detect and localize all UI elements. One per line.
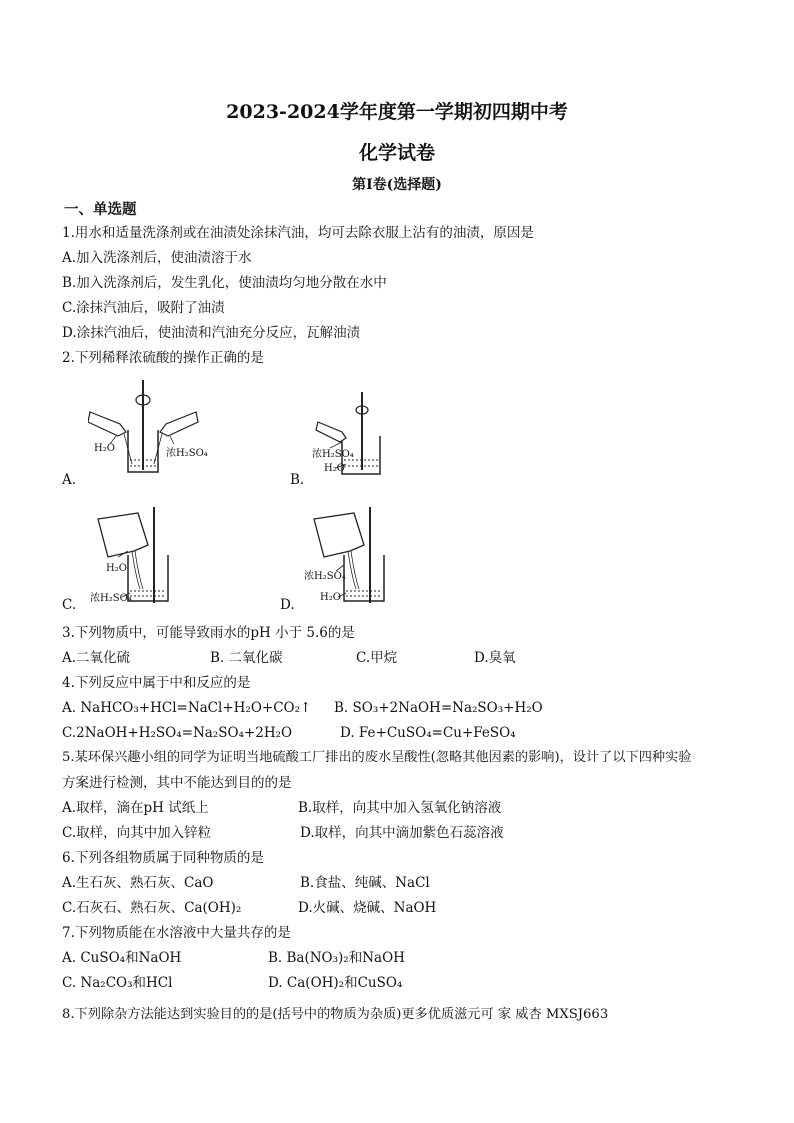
q2-label-a: A. xyxy=(62,472,77,488)
water-label-b: H₂O xyxy=(324,463,345,474)
q6-stem: 6.下列各组物质属于同种物质的是 xyxy=(62,850,264,866)
subject-title: 化学试卷 xyxy=(358,142,435,164)
exam-title: 2023-2024学年度第一学期初四期中考 xyxy=(226,101,568,123)
acid-label: 浓H₂SO₄ xyxy=(166,448,208,459)
q1-option-c: C.涂抹汽油后，吸附了油渍 xyxy=(62,300,225,316)
figure-c xyxy=(88,505,178,605)
water-label-d: H₂O xyxy=(320,592,341,603)
q1-stem: 1.用水和适量洗涤剂或在油渍处涂抹汽油，均可去除衣服上沾有的油渍，原因是 xyxy=(62,225,534,241)
figure-a xyxy=(88,378,218,478)
q4-option-c: C.2NaOH+H₂SO₄=Na₂SO₄+2H₂O xyxy=(62,725,293,741)
q5-option-c: C.取样，向其中加入锌粒 xyxy=(62,825,212,841)
q3-stem: 3.下列物质中，可能导致雨水的pH 小于 5.6的是 xyxy=(62,625,355,641)
q5-option-b: B.取样，向其中加入氢氧化钠溶液 xyxy=(298,800,502,816)
water-label: H₂O xyxy=(94,443,115,454)
q3-option-a: A.二氧化硫 xyxy=(62,650,131,666)
q6-option-b: B.食盐、纯碱、NaCl xyxy=(300,875,430,891)
q6-option-d: D.火碱、烧碱、NaOH xyxy=(298,900,437,916)
q4-option-a: A. NaHCO₃+HCl=NaCl+H₂O+CO₂↑ xyxy=(62,700,312,716)
q7-option-c: C. Na₂CO₃和HCl xyxy=(62,975,173,991)
acid-label-b: 浓H₂SO₄ xyxy=(312,449,354,460)
q8-stem: 8.下列除杂方法能达到实验目的的是(括号中的物质为杂质)更多优质滋元可 家 威杏 MXSJ663 xyxy=(62,1007,609,1022)
q6-option-a: A.生石灰、熟石灰、CaO xyxy=(62,875,214,891)
q1-option-d: D.涂抹汽油后，使油渍和汽油充分反应，瓦解油渍 xyxy=(62,325,361,341)
water-label-c: H₂O xyxy=(106,563,127,574)
q2-stem: 2.下列稀释浓硫酸的操作正确的是 xyxy=(62,350,264,366)
q4-stem: 4.下列反应中属于中和反应的是 xyxy=(62,675,251,691)
q5-stem-line2: 方案进行检测，其中不能达到目的的是 xyxy=(62,775,292,791)
figure-b xyxy=(312,390,392,480)
q7-stem: 7.下列物质能在水溶液中大量共存的是 xyxy=(62,925,291,941)
q5-option-d: D.取样，向其中滴加紫色石蕊溶液 xyxy=(300,825,504,841)
q5-stem-line1: 5.某环保兴趣小组的同学为证明当地硫酸工厂排出的废水呈酸性(忽略其他因素的影响)，设计了以下四种实验 xyxy=(62,750,692,765)
q6-option-c: C.石灰石、熟石灰、Ca(OH)₂ xyxy=(62,900,242,916)
q3-option-c: C.甲烷 xyxy=(356,650,398,666)
acid-label-c: 浓H₂SO₄ xyxy=(90,593,132,604)
figure-d xyxy=(300,505,390,605)
q3-option-d: D.臭氧 xyxy=(474,650,516,666)
q7-option-a: A. CuSO₄和NaOH xyxy=(62,950,182,966)
part-title: 第Ⅰ卷(选择题) xyxy=(352,177,442,193)
acid-label-d: 浓H₂SO₄ xyxy=(304,571,346,582)
q7-option-d: D. Ca(OH)₂和CuSO₄ xyxy=(268,975,403,991)
q1-option-a: A.加入洗涤剂后，使油渍溶于水 xyxy=(62,250,252,266)
q2-label-c: C. xyxy=(62,597,77,613)
section-heading: 一、单选题 xyxy=(64,201,137,218)
q4-option-d: D. Fe+CuSO₄=Cu+FeSO₄ xyxy=(340,725,516,741)
q5-option-a: A.取样，滴在pH 试纸上 xyxy=(62,800,209,816)
q2-label-d: D. xyxy=(280,597,295,613)
q7-option-b: B. Ba(NO₃)₂和NaOH xyxy=(268,950,405,966)
q1-option-b: B.加入洗涤剂后，发生乳化，使油渍均匀地分散在水中 xyxy=(62,275,387,291)
q2-label-b: B. xyxy=(290,472,305,488)
q4-option-b: B. SO₃+2NaOH=Na₂SO₃+H₂O xyxy=(334,700,543,716)
q3-option-b: B. 二氧化碳 xyxy=(210,650,283,666)
